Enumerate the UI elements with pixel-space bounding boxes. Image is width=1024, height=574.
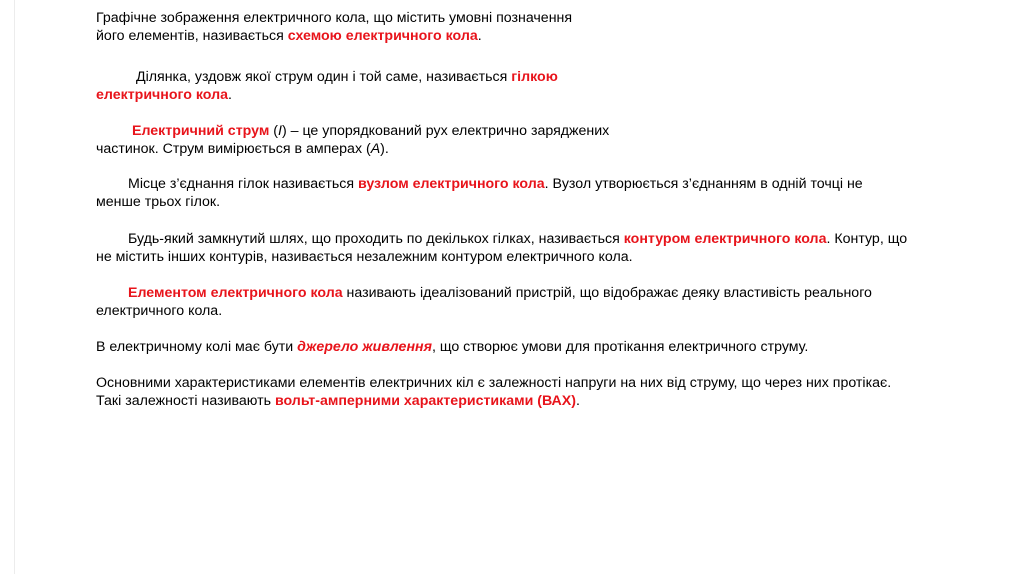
paragraph-power-source <box>96 339 976 357</box>
paragraph-loop <box>96 231 976 266</box>
line <box>96 285 976 303</box>
text: . <box>227 86 232 103</box>
paragraph-element <box>96 285 976 320</box>
term-node: вузлом електричного кола <box>357 176 545 192</box>
paragraph-electric-current <box>96 123 976 158</box>
text: , що створює умови для протікання електричного струму. <box>431 339 809 355</box>
line <box>96 393 976 411</box>
text: ). <box>380 140 389 157</box>
term-vac: вольт-амперними характеристиками (ВАХ) <box>274 392 576 409</box>
line <box>96 87 976 105</box>
term-circuit-diagram: схемою електричного кола <box>287 27 478 44</box>
text: . <box>477 27 482 44</box>
term-electric-current: Електричний струм <box>132 123 270 139</box>
term-loop: контуром електричного кола <box>623 231 827 247</box>
text: – це упорядкований рух електрично заряджених <box>286 123 610 139</box>
term-power-source: джерело живлення <box>297 339 432 355</box>
line <box>96 375 976 393</box>
line <box>96 141 976 159</box>
line <box>96 339 976 357</box>
text: Такі залежності називають <box>96 392 275 409</box>
line <box>96 176 976 194</box>
text: . Вузол утворюється з’єднанням в одній точці не <box>544 176 863 192</box>
text: частинок. Струм вимірюється в амперах ( <box>96 140 371 157</box>
text: не містить інших контурів, називається незалежним контуром електричного кола. <box>96 248 633 265</box>
paragraph-node <box>96 176 976 211</box>
text: його елементів, називається <box>96 27 288 44</box>
line <box>96 123 976 141</box>
text: менше трьох гілок. <box>96 193 221 210</box>
paragraph-circuit-diagram <box>96 10 976 45</box>
text: електричного кола. <box>96 302 223 319</box>
term-element: Елементом електричного кола <box>128 285 343 301</box>
text: ( <box>269 123 278 139</box>
text: . <box>576 392 580 409</box>
line <box>96 69 976 87</box>
line <box>96 249 976 267</box>
term-branch-cont: електричного кола <box>96 86 228 103</box>
text: Графічне зображення електричного кола, що містить умовні позначення <box>96 10 573 26</box>
text: . Контур, що <box>826 231 908 247</box>
text: В електричному колі має бути <box>96 339 298 355</box>
line <box>96 231 976 249</box>
text: називають ідеалізований пристрій, що відображає деяку властивість реального <box>342 285 872 301</box>
line <box>96 194 976 212</box>
text: Основними характеристиками елементів електричних кіл є залежності напруги на них від струму, що через них протікає. <box>96 375 892 391</box>
line <box>96 303 976 321</box>
paragraph-branch <box>96 69 976 104</box>
symbol-ampere: А <box>370 140 381 157</box>
line <box>96 28 976 46</box>
symbol-current: I <box>278 123 282 139</box>
term-branch: гілкою <box>511 69 558 85</box>
line <box>96 10 976 28</box>
text: Ділянка, уздовж якої струм один і той саме, називається <box>136 69 512 85</box>
slide-left-border <box>14 0 15 574</box>
text: ) <box>281 123 287 139</box>
paragraph-vac <box>96 375 976 410</box>
text: Будь-який замкнутий шлях, що проходить по декількох гілках, називається <box>128 231 624 247</box>
text: Місце з’єднання гілок називається <box>128 176 358 192</box>
